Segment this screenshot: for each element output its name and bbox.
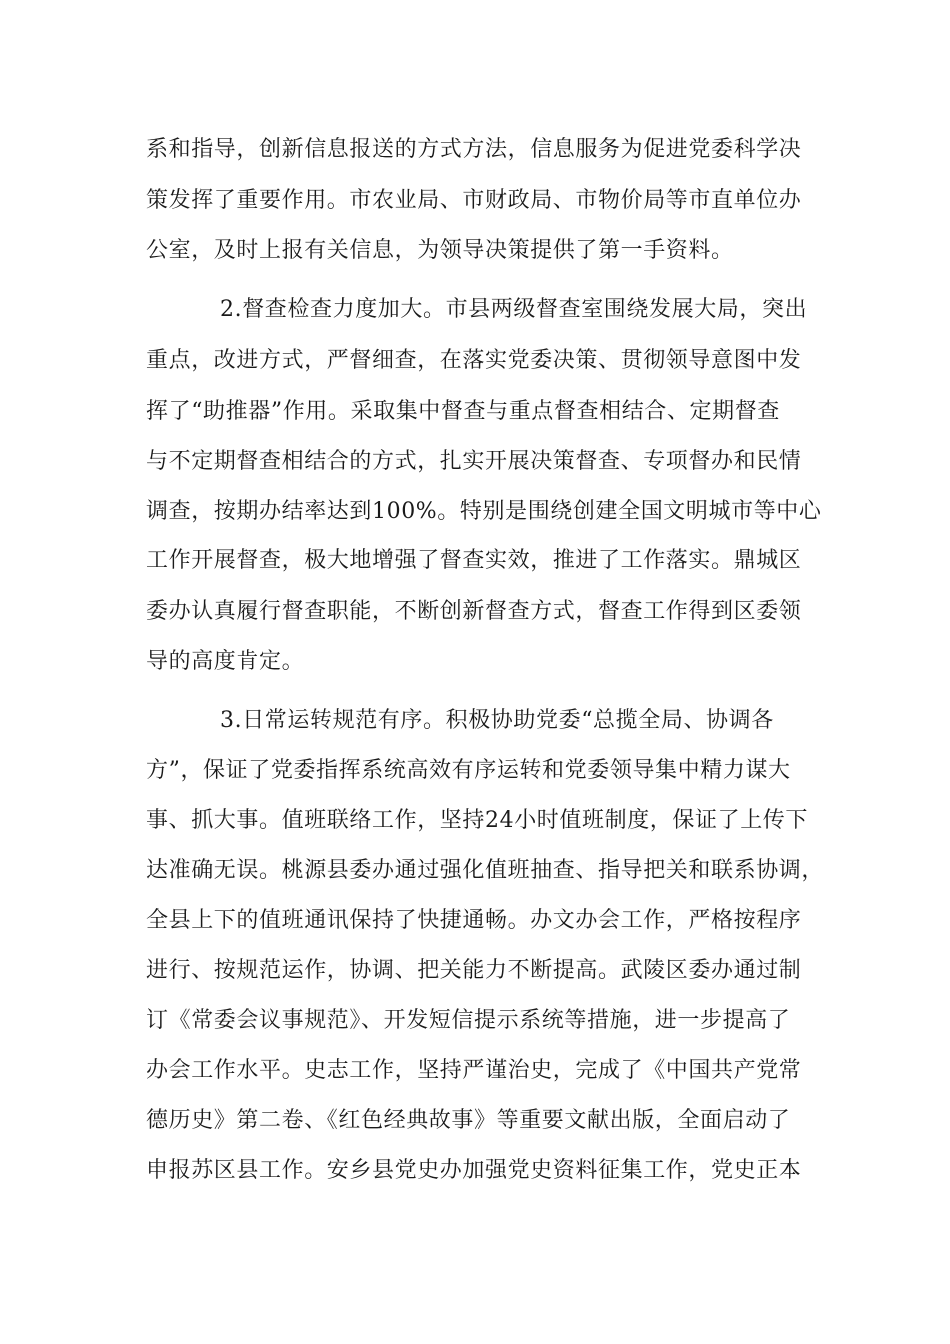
paragraph-start-line: 2.督查检查力度加大。市县两级督查室围绕发展大局，突出: [220, 297, 808, 322]
text-line: 调查，按期办结率达到100%。特别是围绕创建全国文明城市等中心: [146, 499, 822, 524]
text-line: 公室，及时上报有关信息，为领导决策提供了第一手资料。: [146, 238, 734, 263]
text-line: 事、抓大事。值班联络工作，坚持24小时值班制度，保证了上传下: [146, 808, 808, 833]
text-line: 委办认真履行督查职能，不断创新督查方式，督查工作得到区委领: [146, 599, 802, 624]
text-line: 德历史》第二卷、《红色经典故事》等重要文献出版，全面启动了: [146, 1108, 791, 1133]
text-line: 申报苏区县工作。安乡县党史办加强党史资料征集工作，党史正本: [146, 1158, 802, 1183]
text-line: 与不定期督查相结合的方式，扎实开展决策督查、专项督办和民情: [146, 449, 802, 474]
paragraph-start-line: 3.日常运转规范有序。积极协助党委“总揽全局、协调各: [220, 708, 774, 733]
text-line: 系和指导，创新信息报送的方式方法，信息服务为促进党委科学决: [146, 137, 802, 162]
text-line: 导的高度肯定。: [146, 649, 305, 674]
text-line: 工作开展督查，极大地增强了督查实效，推进了工作落实。鼎城区: [146, 548, 802, 573]
text-line: 重点，改进方式，严督细查，在落实党委决策、贯彻领导意图中发: [146, 348, 802, 373]
text-line: 进行、按规范运作，协调、把关能力不断提高。武陵区委办通过制: [146, 958, 802, 983]
text-line: 全县上下的值班通讯保持了快捷通畅。办文办会工作，严格按程序: [146, 908, 802, 933]
text-line: 订《常委会议事规范》、开发短信提示系统等措施，进一步提高了: [146, 1008, 791, 1033]
text-line: 方”，保证了党委指挥系统高效有序运转和党委领导集中精力谋大: [146, 758, 791, 783]
text-line: 策发挥了重要作用。市农业局、市财政局、市物价局等市直单位办: [146, 188, 802, 213]
text-line: 办会工作水平。史志工作，坚持严谨治史，完成了《中国共产党常: [146, 1058, 802, 1083]
text-line: 挥了“助推器”作用。采取集中督查与重点督查相结合、定期督查: [146, 399, 780, 424]
text-line: 达准确无误。桃源县委办通过强化值班抽查、指导把关和联系协调，: [146, 858, 825, 883]
